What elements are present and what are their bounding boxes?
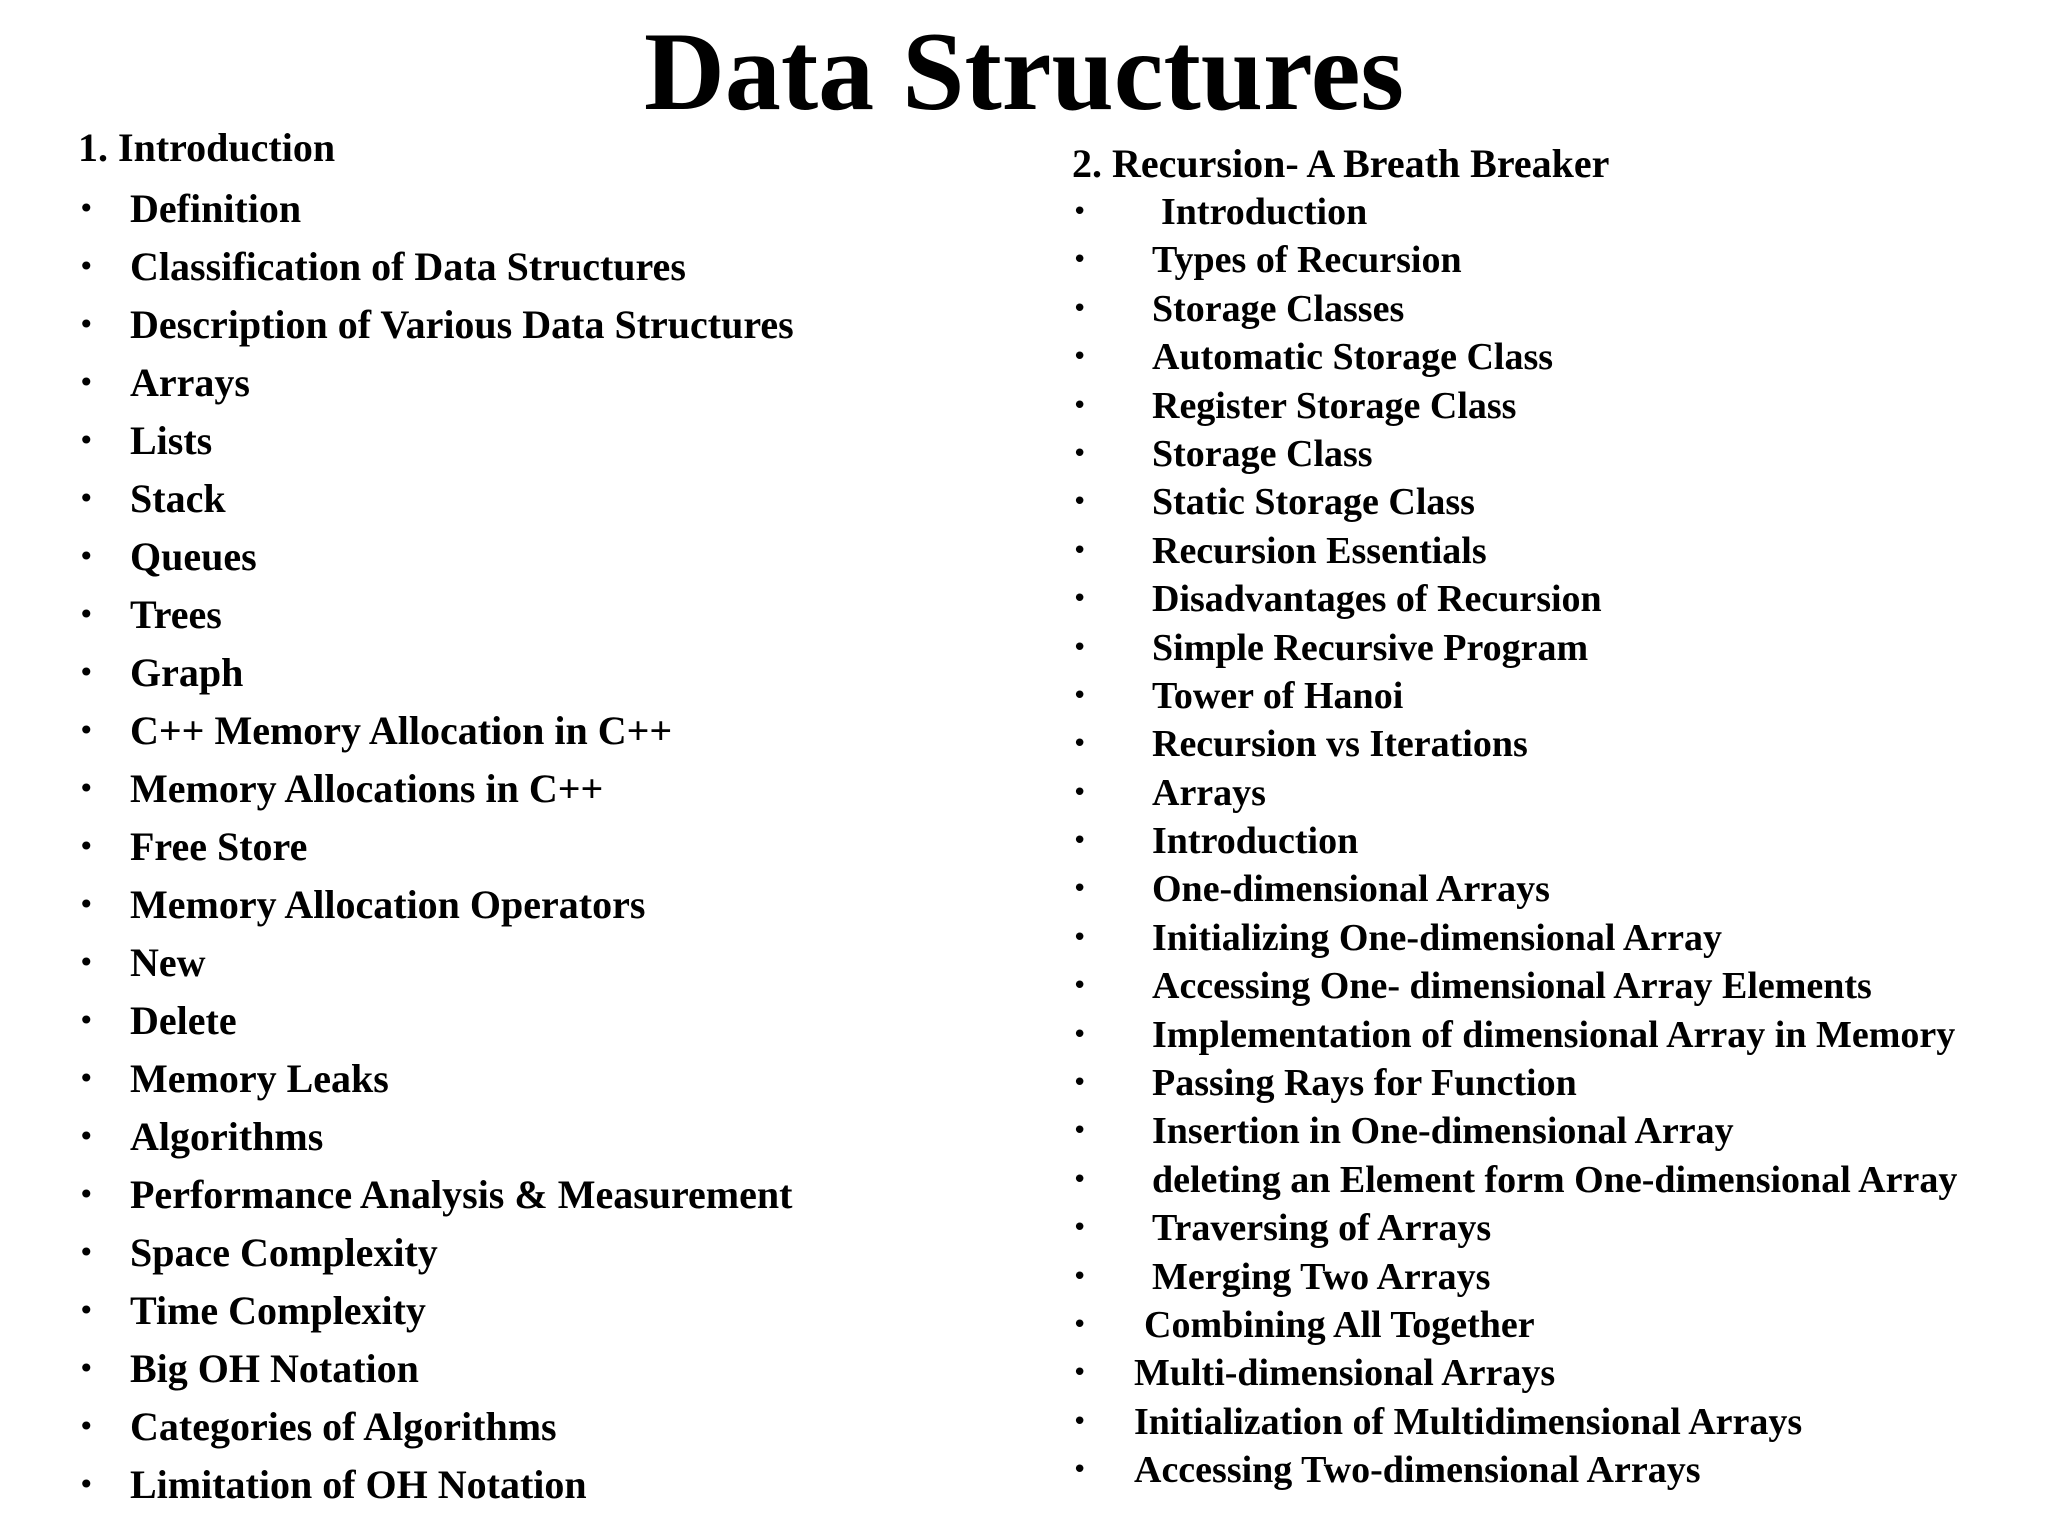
list-item: • Traversing of Arrays (1072, 1204, 2032, 1252)
bullet-icon: • (1072, 1164, 1088, 1195)
bullet-icon: • (78, 308, 95, 341)
bullet-icon: • (78, 482, 95, 515)
bullet-icon: • (78, 1236, 95, 1269)
list-item: • Delete (78, 992, 938, 1050)
bullet-icon: • (78, 250, 95, 283)
list-item: • Stack (78, 470, 938, 528)
bullet-icon: • (78, 1004, 95, 1037)
bullet-icon: • (78, 830, 95, 863)
list-item: • Recursion Essentials (1072, 527, 2032, 575)
list-item: • Limitation of OH Notation (78, 1456, 938, 1514)
bullet-icon: • (1072, 874, 1088, 905)
list-item: • Arrays (1072, 769, 2032, 817)
left-column (78, 122, 938, 1514)
list-item: • Description of Various Data Structures (78, 296, 938, 354)
list-item: • Introduction (1072, 817, 2032, 865)
bullet-icon: • (1072, 1406, 1088, 1437)
bullet-icon: • (78, 1294, 95, 1327)
list-item: • Accessing One- dimensional Array Elements (1072, 962, 2032, 1010)
topic-list-introduction (78, 180, 938, 1514)
section-heading-recursion: 2. Recursion- A Breath Breaker (1072, 141, 1610, 186)
list-item: • Memory Allocation Operators (78, 876, 938, 934)
bullet-icon: • (1072, 680, 1088, 711)
bullet-icon: • (1072, 584, 1088, 615)
topic-list-recursion (1072, 188, 2032, 1495)
list-item: • Arrays (78, 354, 938, 412)
bullet-icon: • (1072, 390, 1088, 421)
list-item: • Static Storage Class (1072, 478, 2032, 526)
bullet-icon: • (1072, 1455, 1088, 1486)
list-item: • Types of Recursion (1072, 236, 2032, 284)
bullet-icon: • (1072, 1116, 1088, 1147)
bullet-icon: • (1072, 777, 1088, 808)
bullet-icon: • (1072, 1309, 1088, 1340)
section-heading-introduction: 1. Introduction (78, 125, 336, 170)
bullet-icon: • (1072, 729, 1088, 760)
list-item: • Tower of Hanoi (1072, 672, 2032, 720)
bullet-icon: • (1072, 1019, 1088, 1050)
bullet-icon: • (1072, 1213, 1088, 1244)
list-item: • Algorithms (78, 1108, 938, 1166)
bullet-icon: • (1072, 1068, 1088, 1099)
bullet-icon: • (78, 540, 95, 573)
bullet-icon: • (78, 1352, 95, 1385)
list-item: • Queues (78, 528, 938, 586)
bullet-icon: • (1072, 535, 1088, 566)
bullet-icon: • (78, 714, 95, 747)
bullet-icon: • (1072, 922, 1088, 953)
bullet-icon: • (78, 598, 95, 631)
bullet-icon: • (78, 1062, 95, 1095)
page-title: Data Structures (643, 10, 1405, 134)
bullet-icon: • (1072, 1358, 1088, 1389)
list-item: • Definition (78, 180, 938, 238)
list-item: • Graph (78, 644, 938, 702)
bullet-icon: • (78, 1468, 95, 1501)
list-item: • Time Complexity (78, 1282, 938, 1340)
list-item: • Free Store (78, 818, 938, 876)
list-item: • Categories of Algorithms (78, 1398, 938, 1456)
list-item: • Implementation of dimensional Array in Memory (1072, 1011, 2032, 1059)
list-item: • Storage Class (1072, 430, 2032, 478)
list-item: • Trees (78, 586, 938, 644)
right-column (1072, 140, 2032, 1495)
bullet-icon: • (78, 366, 95, 399)
list-item: • Lists (78, 412, 938, 470)
bullet-icon: • (1072, 342, 1088, 373)
list-item: • Combining All Together (1072, 1301, 2032, 1349)
bullet-icon: • (78, 1178, 95, 1211)
list-item: • Recursion vs Iterations (1072, 720, 2032, 768)
list-item: • Storage Classes (1072, 285, 2032, 333)
list-item: • Automatic Storage Class (1072, 333, 2032, 381)
bullet-icon: • (78, 1120, 95, 1153)
list-item: • One-dimensional Arrays (1072, 865, 2032, 913)
list-item: • Initializing One-dimensional Array (1072, 914, 2032, 962)
bullet-icon: • (78, 192, 95, 225)
bullet-icon: • (1072, 197, 1088, 227)
list-item: • Big OH Notation (78, 1340, 938, 1398)
list-item: • Register Storage Class (1072, 382, 2032, 430)
list-item: • Space Complexity (78, 1224, 938, 1282)
bullet-icon: • (78, 946, 95, 979)
bullet-icon: • (78, 888, 95, 921)
bullet-icon: • (78, 1410, 95, 1443)
list-item: • Merging Two Arrays (1072, 1253, 2032, 1301)
list-item: • Simple Recursive Program (1072, 624, 2032, 672)
bullet-icon: • (78, 656, 95, 689)
bullet-icon: • (1072, 438, 1088, 469)
bullet-icon: • (1072, 826, 1088, 857)
list-item: • Introduction (1072, 188, 2032, 236)
bullet-icon: • (1072, 245, 1088, 276)
list-item: • deleting an Element form One-dimensional Array (1072, 1156, 2032, 1204)
list-item: • Disadvantages of Recursion (1072, 575, 2032, 623)
list-item: • Multi-dimensional Arrays (1072, 1349, 2032, 1397)
bullet-icon: • (1072, 487, 1088, 518)
list-item: • Initialization of Multidimensional Arrays (1072, 1398, 2032, 1446)
list-item: • Accessing Two-dimensional Arrays (1072, 1446, 2032, 1494)
bullet-icon: • (1072, 632, 1088, 663)
bullet-icon: • (78, 772, 95, 805)
bullet-icon: • (1072, 293, 1088, 324)
bullet-icon: • (78, 424, 95, 457)
list-item: • Classification of Data Structures (78, 238, 938, 296)
list-item: • Passing Rays for Function (1072, 1059, 2032, 1107)
bullet-icon: • (1072, 1261, 1088, 1292)
list-item: • New (78, 934, 938, 992)
list-item: • Memory Leaks (78, 1050, 938, 1108)
list-item: • Performance Analysis & Measurement (78, 1166, 938, 1224)
list-item: • C++ Memory Allocation in C++ (78, 702, 938, 760)
bullet-icon: • (1072, 971, 1088, 1002)
list-item: • Memory Allocations in C++ (78, 760, 938, 818)
list-item: • Insertion in One-dimensional Array (1072, 1107, 2032, 1155)
